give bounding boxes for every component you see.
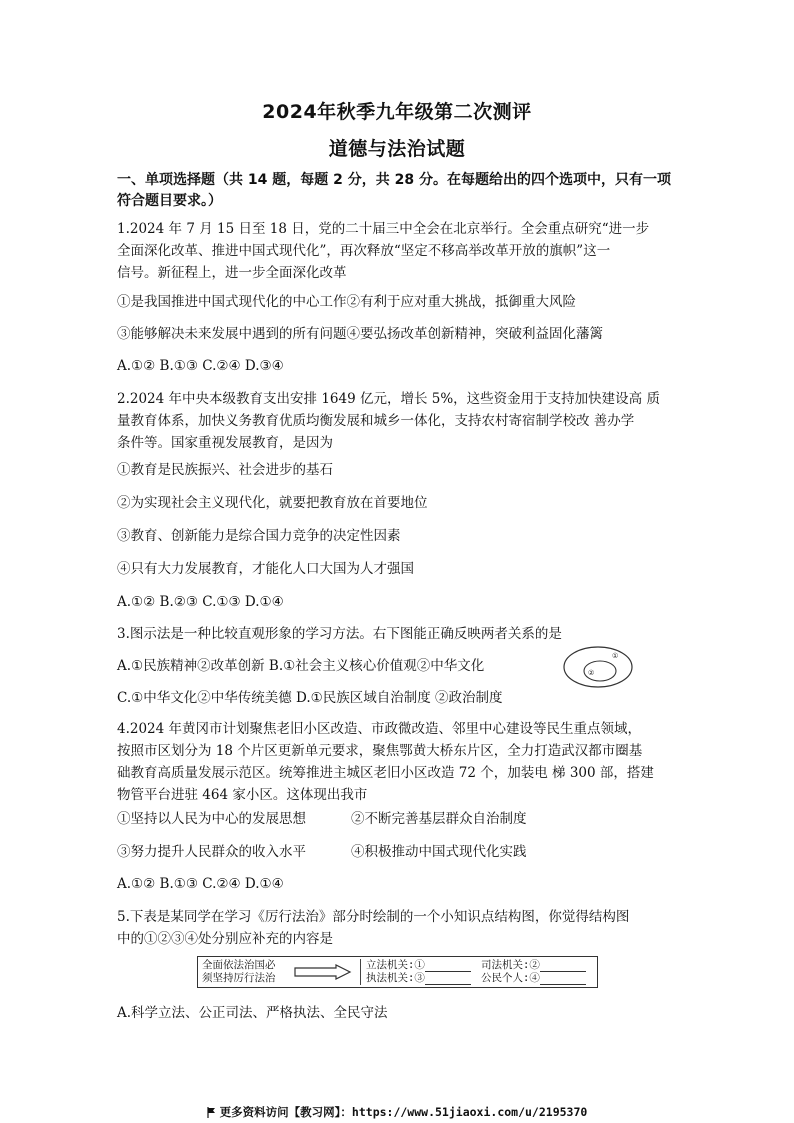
right-arrow-icon: [294, 964, 352, 980]
question-5-stem: [117, 906, 697, 950]
question-1-stem: [117, 218, 697, 284]
question-4-options-row2: [117, 842, 697, 862]
question-4-stem: [117, 718, 697, 806]
stem-line: 中的①②③④处分别应补充的内容是: [117, 931, 333, 947]
flag-icon: [207, 1107, 216, 1118]
law-structure-diagram: [197, 956, 598, 988]
citizen-label: 公民个人:④: [481, 972, 540, 984]
diagram-executive-cell: [366, 972, 471, 985]
stem-line: 物管平台进驻 464 家小区。这体现出我市: [117, 787, 368, 803]
judicial-label: 司法机关:②: [481, 959, 540, 971]
question-4-options-row1: [117, 809, 697, 829]
stem-line: 信号。新征程上，进一步全面深化改革: [117, 265, 347, 281]
diagram-left-line1: 全面依法治国必: [202, 959, 276, 971]
question-1-choices: A.①② B.①③ C.②④ D.③④: [117, 358, 284, 374]
diagram-legislative-cell: [366, 959, 471, 972]
question-4-option-1: ①坚持以人民为中心的发展思想: [117, 811, 306, 827]
section-heading-line1: 一、单项选择题（共 14 题，每题 2 分，共 28 分。在每题给出的四个选项中，只有一项: [117, 172, 671, 188]
blank-2: [540, 961, 586, 972]
question-2-choices: A.①② B.②③ C.①③ D.①④: [117, 594, 284, 610]
question-3-choices-line1: A.①民族精神②改革创新 B.①社会主义核心价值观②中华文化: [117, 658, 485, 674]
diagram-left-text: [202, 959, 276, 985]
question-1-options-line2: ③能够解决未来发展中遇到的所有问题④要弘扬改革创新精神，突破利益固化藩篱: [117, 326, 603, 342]
exam-subtitle: 道德与法治试题: [328, 138, 466, 160]
footer-link-text[interactable]: 更多资料访问【教习网】：https://www.51jiaoxi.com/u/2195370: [219, 1105, 588, 1119]
question-2-option-1: ①教育是民族振兴、社会进步的基石: [117, 462, 333, 478]
question-3-stem: 3.图示法是一种比较直观形象的学习方法。右下图能正确反映两者关系的是: [117, 626, 562, 642]
question-2-option-2: ②为实现社会主义现代化，就要把教育放在首要地位: [117, 495, 428, 511]
question-4-option-4: ④积极推动中国式现代化实践: [351, 844, 527, 860]
diagram-citizen-cell: [481, 972, 586, 985]
legislative-label: 立法机关:①: [366, 959, 425, 971]
question-4-option-3: ③努力提升人民群众的收入水平: [117, 844, 306, 860]
section-heading: [117, 170, 697, 212]
question-3-choices-line2: C.①中华文化②中华传统美德 D.①民族区域自治制度 ②政治制度: [117, 690, 503, 706]
venn-outer-label: ①: [612, 652, 619, 660]
diagram-judicial-cell: [481, 959, 586, 972]
question-1-options-line1: ①是我国推进中国式现代化的中心工作②有利于应对重大挑战，抵御重大风险: [117, 294, 576, 310]
stem-line: 4.2024 年黄冈市计划聚焦老旧小区改造、市政微改造、邻里中心建设等民生重点领域，: [117, 721, 642, 737]
diagram-left-line2: 须坚持厉行法治: [202, 972, 276, 984]
blank-3: [425, 974, 471, 985]
question-2-stem: [117, 388, 697, 454]
exam-title: 2024年秋季九年级第二次测评: [262, 101, 532, 123]
stem-line: 1.2024 年 7 月 15 日至 18 日，党的二十届三中全会在北京举行。全会重点研究“进一步: [117, 221, 650, 237]
stem-line: 2.2024 年中央本级教育支出安排 1649 亿元，增长 5%，这些资金用于支持加快建设高 质: [117, 391, 660, 407]
question-2-option-4: ④只有大力发展教育，才能化人口大国为人才强国: [117, 561, 414, 577]
stem-line: 础教育高质量发展示范区。统筹推进主城区老旧小区改造 72 个，加装电 梯 300 部，搭建: [117, 765, 654, 781]
diagram-divider: [360, 959, 361, 985]
venn-diagram: [562, 645, 634, 689]
stem-line: 量教育体系，加快义务教育优质均衡发展和城乡一体化，支持农村寄宿制学校改 善办学: [117, 413, 635, 429]
stem-line: 5.下表是某同学在学习《厉行法治》部分时绘制的一个小知识点结构图，你觉得结构图: [117, 909, 630, 925]
section-heading-line2: 符合题目要求。）: [117, 193, 222, 209]
question-4-choices: A.①② B.①③ C.②④ D.①④: [117, 876, 284, 892]
executive-label: 执法机关:③: [366, 972, 425, 984]
blank-4: [540, 974, 586, 985]
question-4-option-2: ②不断完善基层群众自治制度: [351, 811, 527, 827]
stem-line: 条件等。国家重视发展教育，是因为: [117, 435, 333, 451]
stem-line: 按照市区划分为 18 个片区更新单元要求，聚焦鄂黄大桥东片区，全力打造武汉都市圈基: [117, 743, 643, 759]
blank-1: [425, 961, 471, 972]
stem-line: 全面深化改革、推进中国式现代化”，再次释放“坚定不移高举改革开放的旗帜”这一: [117, 243, 611, 259]
question-5-choice-a: A.科学立法、公正司法、严格执法、全民守法: [117, 1005, 388, 1021]
venn-inner-label: ②: [588, 669, 595, 677]
footer: [0, 1104, 794, 1120]
question-2-option-3: ③教育、创新能力是综合国力竞争的决定性因素: [117, 528, 401, 544]
